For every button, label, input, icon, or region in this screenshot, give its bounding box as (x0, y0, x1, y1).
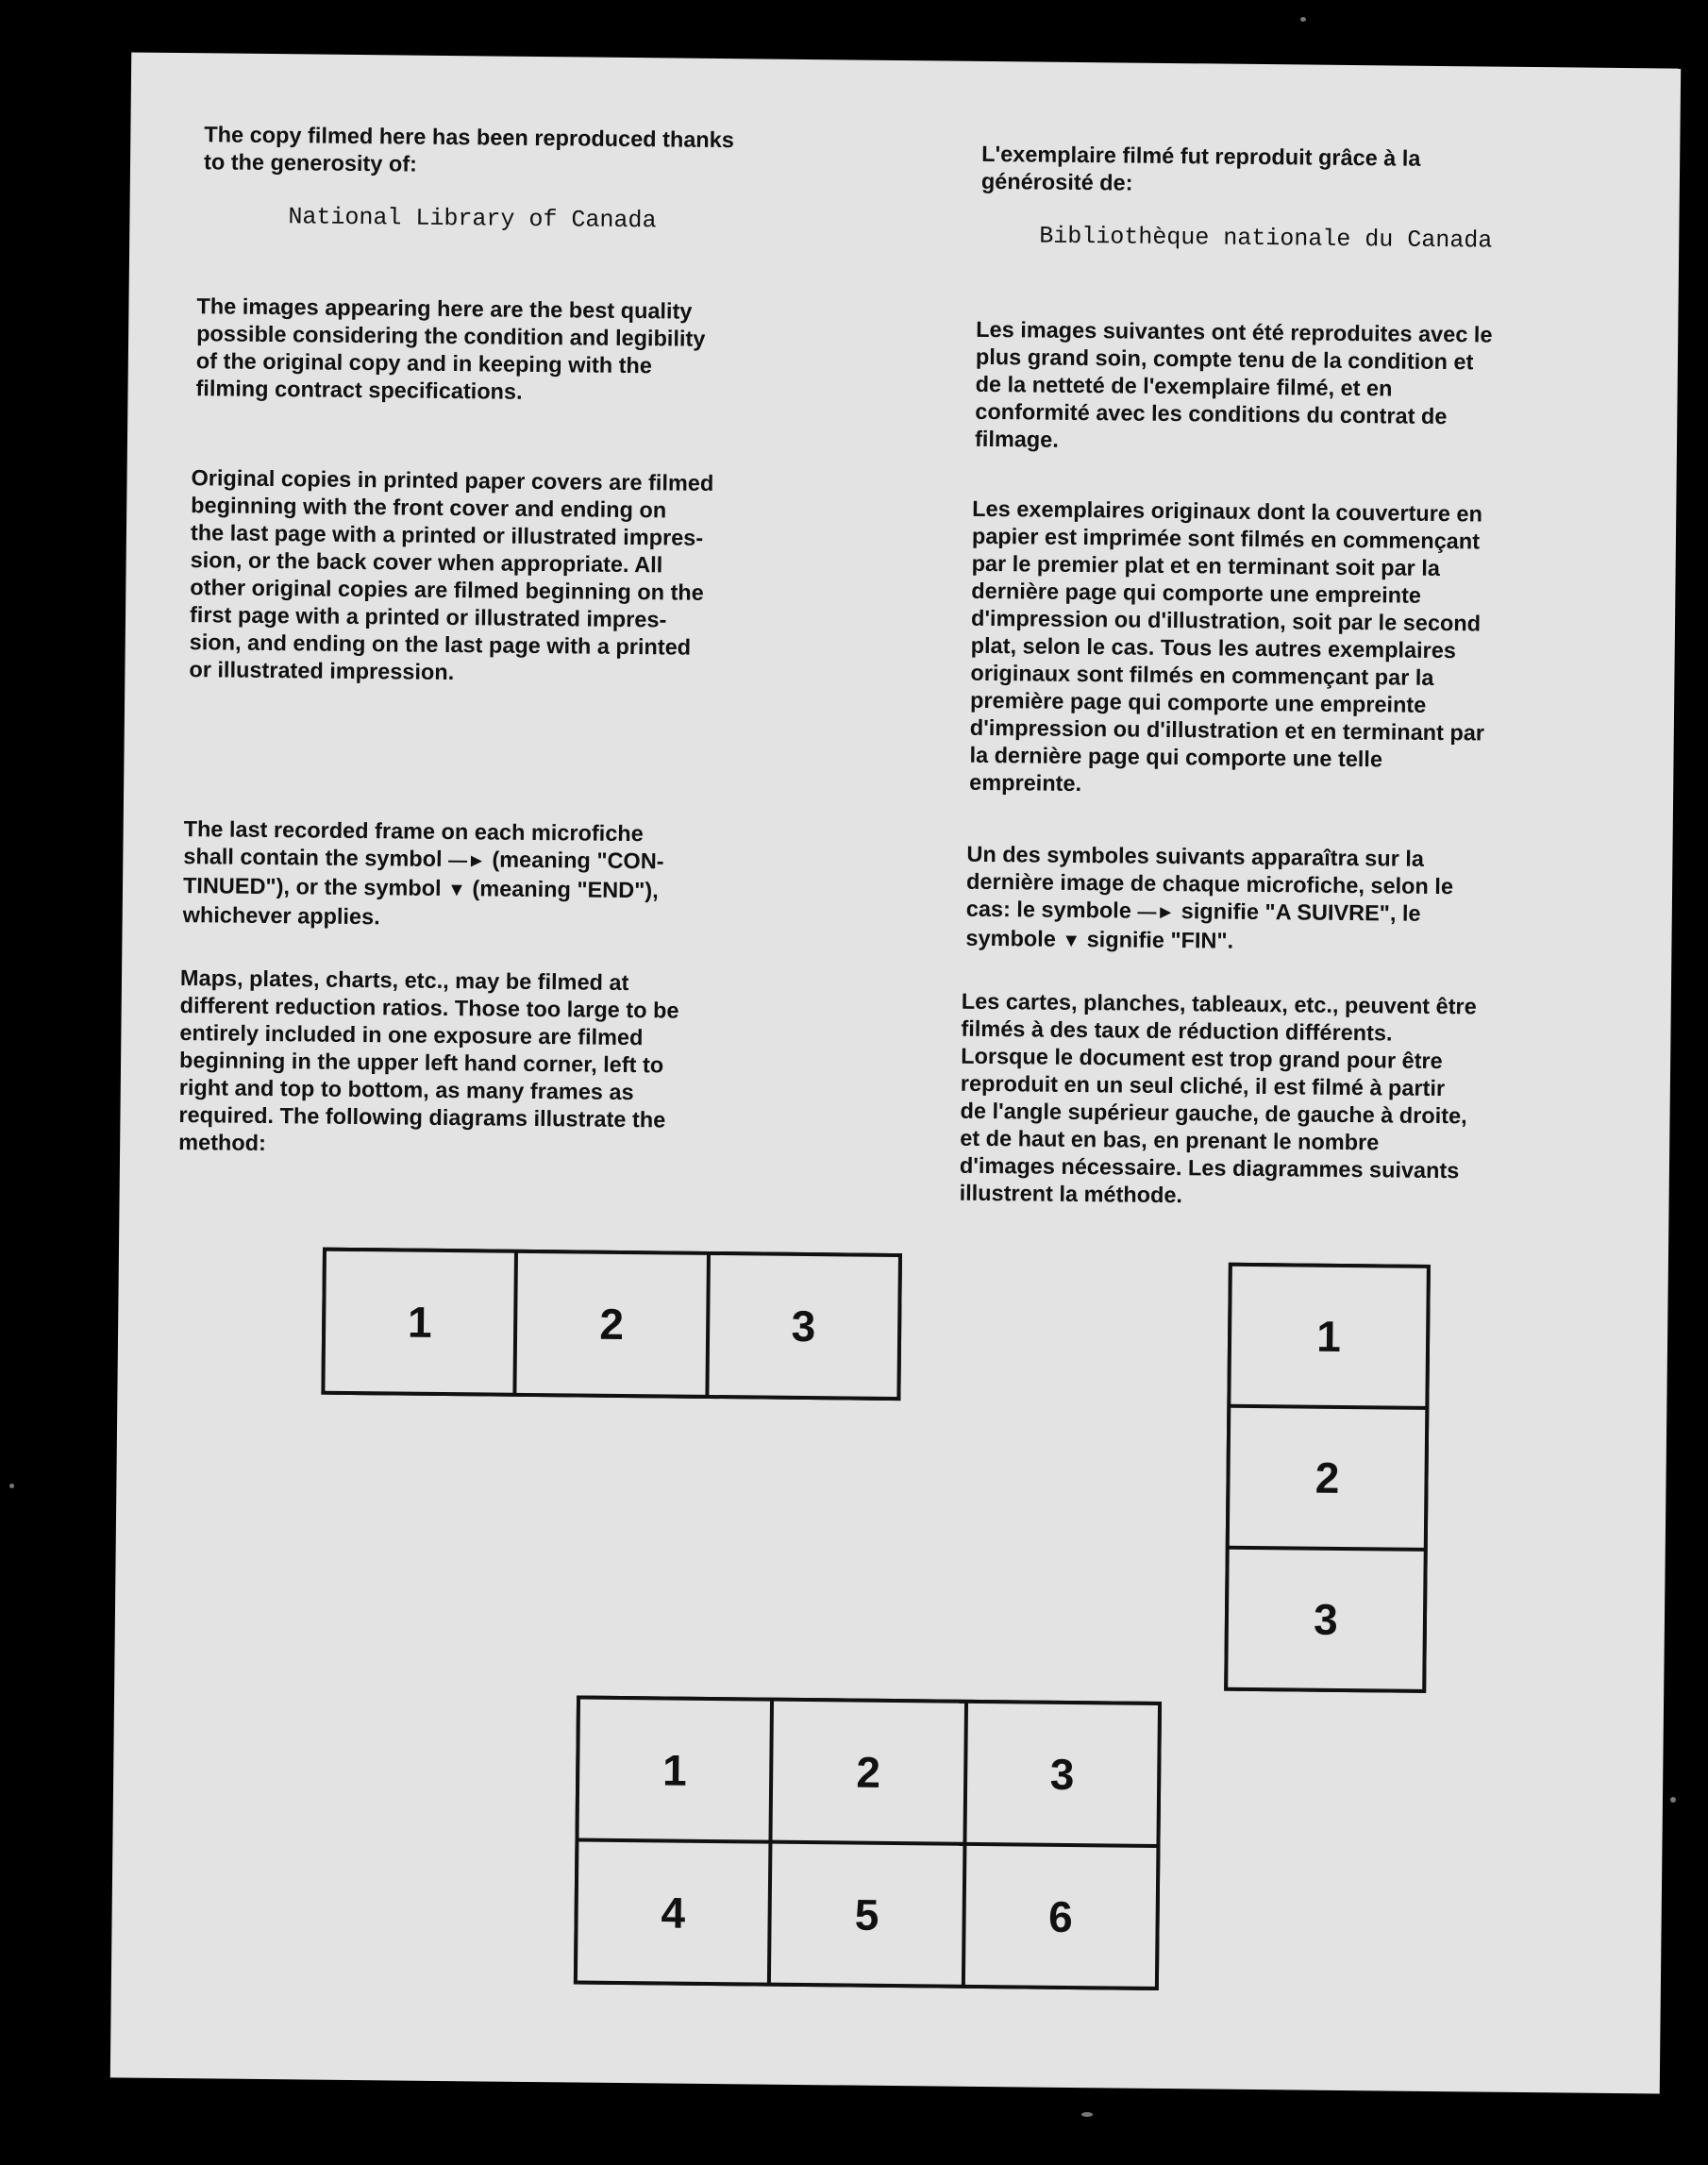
french-symbols-text-2: signifie "A SUIVRE", le symbole (965, 898, 1421, 951)
english-quality-notice: The images appearing here are the best quality possible considering the condition and legibility of the original copy and in keeping with the filming contract specifications. (195, 294, 706, 404)
french-symbols-notice (965, 841, 1453, 959)
frame-cell: 3 (1228, 1550, 1424, 1689)
frame-cell: 2 (1230, 1408, 1426, 1548)
frame-cell: 2 (517, 1253, 707, 1395)
frame-cell: 3 (966, 1703, 1158, 1844)
microfiche-target-page (110, 52, 1681, 2093)
frame-cell: 6 (965, 1846, 1157, 1987)
grid-frames-diagram (574, 1695, 1162, 1989)
frame-cell: 1 (325, 1251, 514, 1393)
scan-speck (9, 1484, 14, 1488)
frame-cell: 1 (578, 1700, 770, 1840)
continued-arrow-icon: —► (1137, 901, 1176, 924)
end-triangle-icon: ▼ (446, 880, 467, 901)
french-intro: L'exemplaire filmé fut reproduit grâce à la générosité de: (980, 141, 1421, 195)
continued-arrow-icon: —► (447, 850, 486, 872)
french-symbols-text-1: Un des symboles suivants apparaîtra sur la dernière image de chaque microfiche, selon le cas: le symbole (965, 841, 1454, 923)
english-originals-notice: Original copies in printed paper covers are filmed beginning with the front cover and ending on the last page with a printed or illustrated impres- sion, or the back cover when appropriate. All other original copies are filmed beginning on the first page with a printed or illustrated impres- sion, and ending on the last page with a printed or illustrated impression. (189, 465, 714, 685)
french-originals-notice: Les exemplaires originaux dont la couverture en papier est imprimée sont filmés en commençant par le premier plat et en terminant soit par la dernière page qui comporte une empreinte d'impression ou d'illustration, soit par le second plat, selon le cas. Tous les autres exemplaires originaux sont filmés en commençant par la première page qui comporte une empreinte d'impression ou d'illustration et en terminant par la dernière page qui comporte une telle empreinte. (969, 495, 1485, 797)
end-triangle-icon: ▼ (1062, 930, 1081, 952)
french-institution: Bibliothèque nationale du Canada (1039, 222, 1493, 255)
scan-speck (1300, 17, 1306, 22)
frame-cell: 1 (1231, 1267, 1427, 1406)
english-institution: National Library of Canada (288, 203, 657, 235)
scan-speck (1081, 2112, 1093, 2117)
scan-speck (1670, 1797, 1676, 1803)
vertical-frames-diagram (1224, 1263, 1431, 1693)
english-symbols-text-3: (meaning "END"), whichever applies. (182, 876, 659, 930)
english-maps-notice: Maps, plates, charts, etc., may be filmed at different reduction ratios. Those too large to be entirely included in one exposure are filmed beginning in the upper left hand corner, left to right and top to bottom, as many frames as required. The following diagrams illustrate the method: (178, 965, 679, 1156)
frame-cell: 3 (709, 1255, 898, 1397)
horizontal-frames-diagram (321, 1248, 902, 1401)
frame-cell: 2 (773, 1702, 964, 1842)
french-maps-notice: Les cartes, planches, tableaux, etc., peuvent être filmés à des taux de réduction différents. Lorsque le document est trop grand pour être reproduit en un seul cliché, il est filmé à partir de l'angle supérieur gauche, de gauche à droite, et de haut en bas, en prenant le nombre d'images nécessaire. Les diagrammes suivants illustrent la méthode. (959, 988, 1477, 1208)
english-symbols-notice (183, 815, 664, 933)
english-symbols-text-2: (meaning "CON- TINUED"), or the symbol (182, 847, 664, 901)
english-intro: The copy filmed here has been reproduced thanks to the generosity of: (203, 122, 735, 176)
frame-cell: 4 (578, 1842, 769, 1983)
french-quality-notice: Les images suivantes ont été reproduites avec le plus grand soin, compte tenu de la condition et de la netteté de l'exemplaire filmé, et en conformité avec les conditions du contrat de filmage. (974, 316, 1493, 452)
english-symbols-text-1: The last recorded frame on each microfiche shall contain the symbol (183, 816, 644, 872)
french-symbols-text-3: signifie "FIN". (1080, 927, 1234, 953)
frame-cell: 5 (771, 1844, 963, 1985)
